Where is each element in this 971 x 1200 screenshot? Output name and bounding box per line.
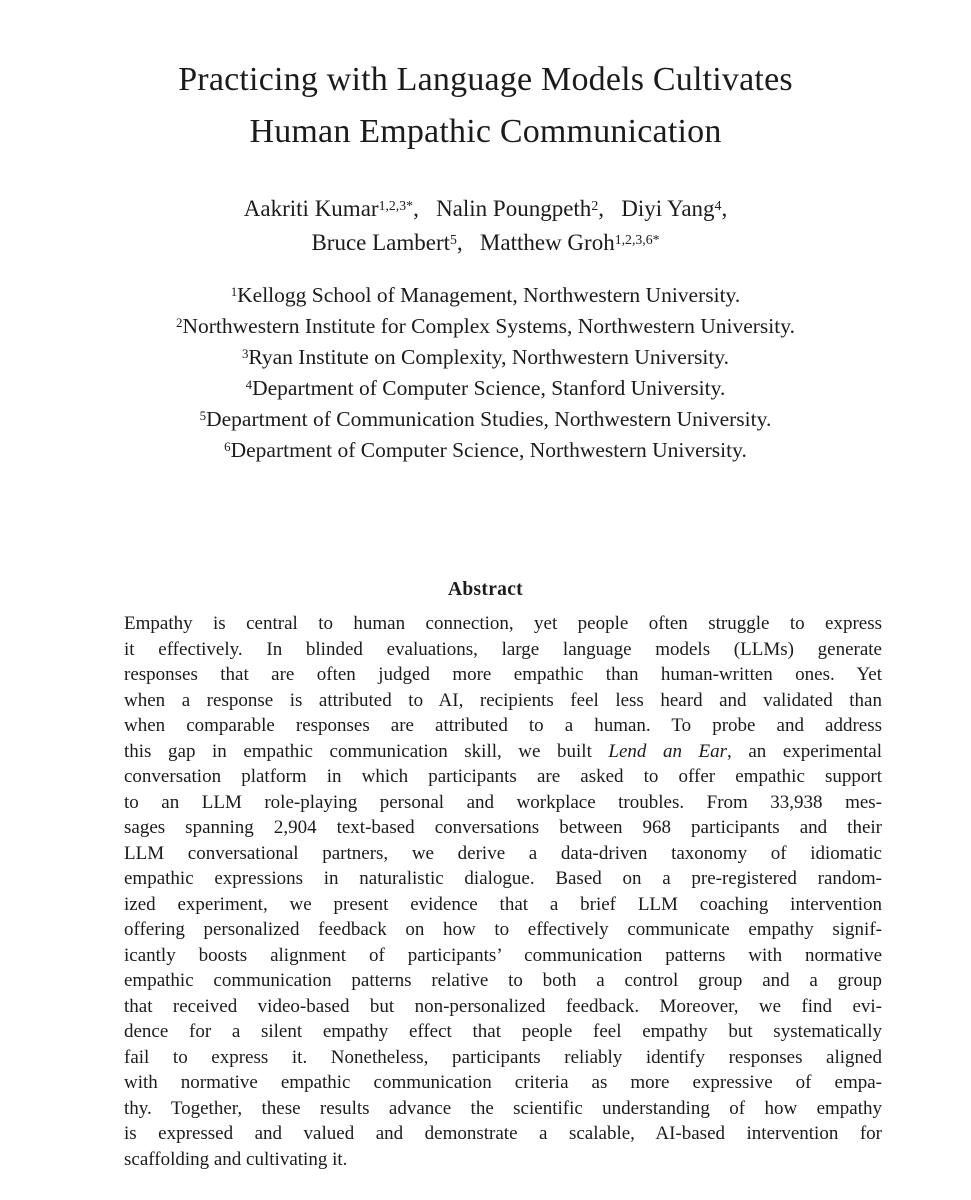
author-name: Bruce Lambert [311,230,451,255]
abstract-line: is expressed and valued and demonstrate a scalable, AI-based intervention for [124,1123,882,1144]
affiliation-marker: 4 [245,378,253,393]
abstract-line: that received video-based but non-personalized feedback. Moreover, we find evi- [124,995,882,1017]
paper-title [0,54,971,158]
affiliation-marker: 1 [230,285,238,300]
author-affiliation-marker: 4 [714,197,722,213]
author-name: Aakriti Kumar [243,196,379,221]
abstract-line: empathic expressions in naturalistic dialogue. Based on a pre-registered random- [124,868,882,889]
abstract-line: empathic communication patterns relative to both a control group and a group [124,970,882,991]
author-affiliation-marker: 1,2,3,6* [614,231,660,247]
affiliation-line: $^1$Kellogg School of Management, Northwestern University. [230,283,741,307]
abstract-line: icantly boosts alignment of participants’ communication patterns with normative [124,944,882,966]
affiliation-line: $^6$Department of Computer Science, Northwestern University. [224,438,747,462]
abstract-line: offering personalized feedback on how to effectively communicate empathy signif- [124,919,882,940]
author-name: Matthew Groh [479,230,615,255]
abstract-line: dence for a silent empathy effect that people feel empathy but systematically [124,1021,882,1042]
abstract-line: LLM conversational partners, we derive a data-driven taxonomy of idiomatic [124,842,882,864]
author-line: Aakriti Kumar$^{1,2,3*}$, Nalin Poungpeth$^2$, Diyi Yang$^4$, [243,196,728,221]
abstract-line: conversation platform in which participants are asked to offer empathic support [124,766,882,787]
affiliation-line: $^3$Ryan Institute on Complexity, Northwestern University. [241,345,730,369]
abstract-line: it effectively. In blinded evaluations, large language models (LLMs) generate [124,638,882,660]
author-name: Nalin Poungpeth [436,196,592,221]
affiliation-line: $^2$Northwestern Institute for Complex Systems, Northwestern University. [176,314,795,338]
author-affiliation-marker: 1,2,3* [378,197,414,213]
abstract-line: thy. Together, these results advance the scientific understanding of how empathy [124,1097,882,1119]
abstract-line: responses that are often judged more empathic than human-written ones. Yet [124,664,882,685]
abstract-line: sages spanning 2,904 text-based conversations between 968 participants and their [124,817,882,838]
abstract-body [124,611,882,1172]
author-line: Bruce Lambert$^5$, Matthew Groh$^{1,2,3,6*}$ [311,230,660,255]
abstract-line: ized experiment, we present evidence that a brief LLM coaching intervention [124,893,882,915]
author-name: Diyi Yang [621,196,715,221]
affiliation-list [0,280,971,466]
abstract-line: to an LLM role-playing personal and workplace troubles. From 33,938 mes- [124,791,882,813]
author-affiliation-marker: 2 [591,197,599,213]
affiliation-marker: 2 [176,316,183,331]
affiliation-marker: 3 [241,347,249,362]
abstract-line: when a response is attributed to AI, recipients feel less heard and validated than [124,689,882,711]
abstract-line: Empathy is central to human connection, yet people often struggle to express [124,613,882,634]
platform-name-italic: Lend an Ear [608,740,728,762]
abstract-line: this gap in empathic communication skill, we built Lend an Ear, an experimental [124,740,883,762]
abstract-line: when comparable responses are attributed to a human. To probe and address [124,715,882,736]
affiliation-line: $^5$Department of Communication Studies, Northwestern University. [199,407,772,431]
author-list [0,192,971,260]
paper-title-line1: Practicing with Language Models Cultivates [178,61,793,98]
affiliation-marker: 5 [199,409,207,424]
abstract-line: fail to express it. Nonetheless, participants reliably identify responses aligned [124,1046,882,1068]
abstract-line: scaffolding and cultivating it. [124,1148,348,1170]
affiliation-line: $^4$Department of Computer Science, Stanford University. [245,376,726,400]
abstract-heading: Abstract [448,579,523,600]
author-affiliation-marker: 5 [450,231,457,247]
abstract-line: with normative empathic communication criteria as more expressive of empa- [124,1072,882,1093]
paper-title-line2: Human Empathic Communication [249,113,722,150]
affiliation-marker: 6 [224,440,231,455]
